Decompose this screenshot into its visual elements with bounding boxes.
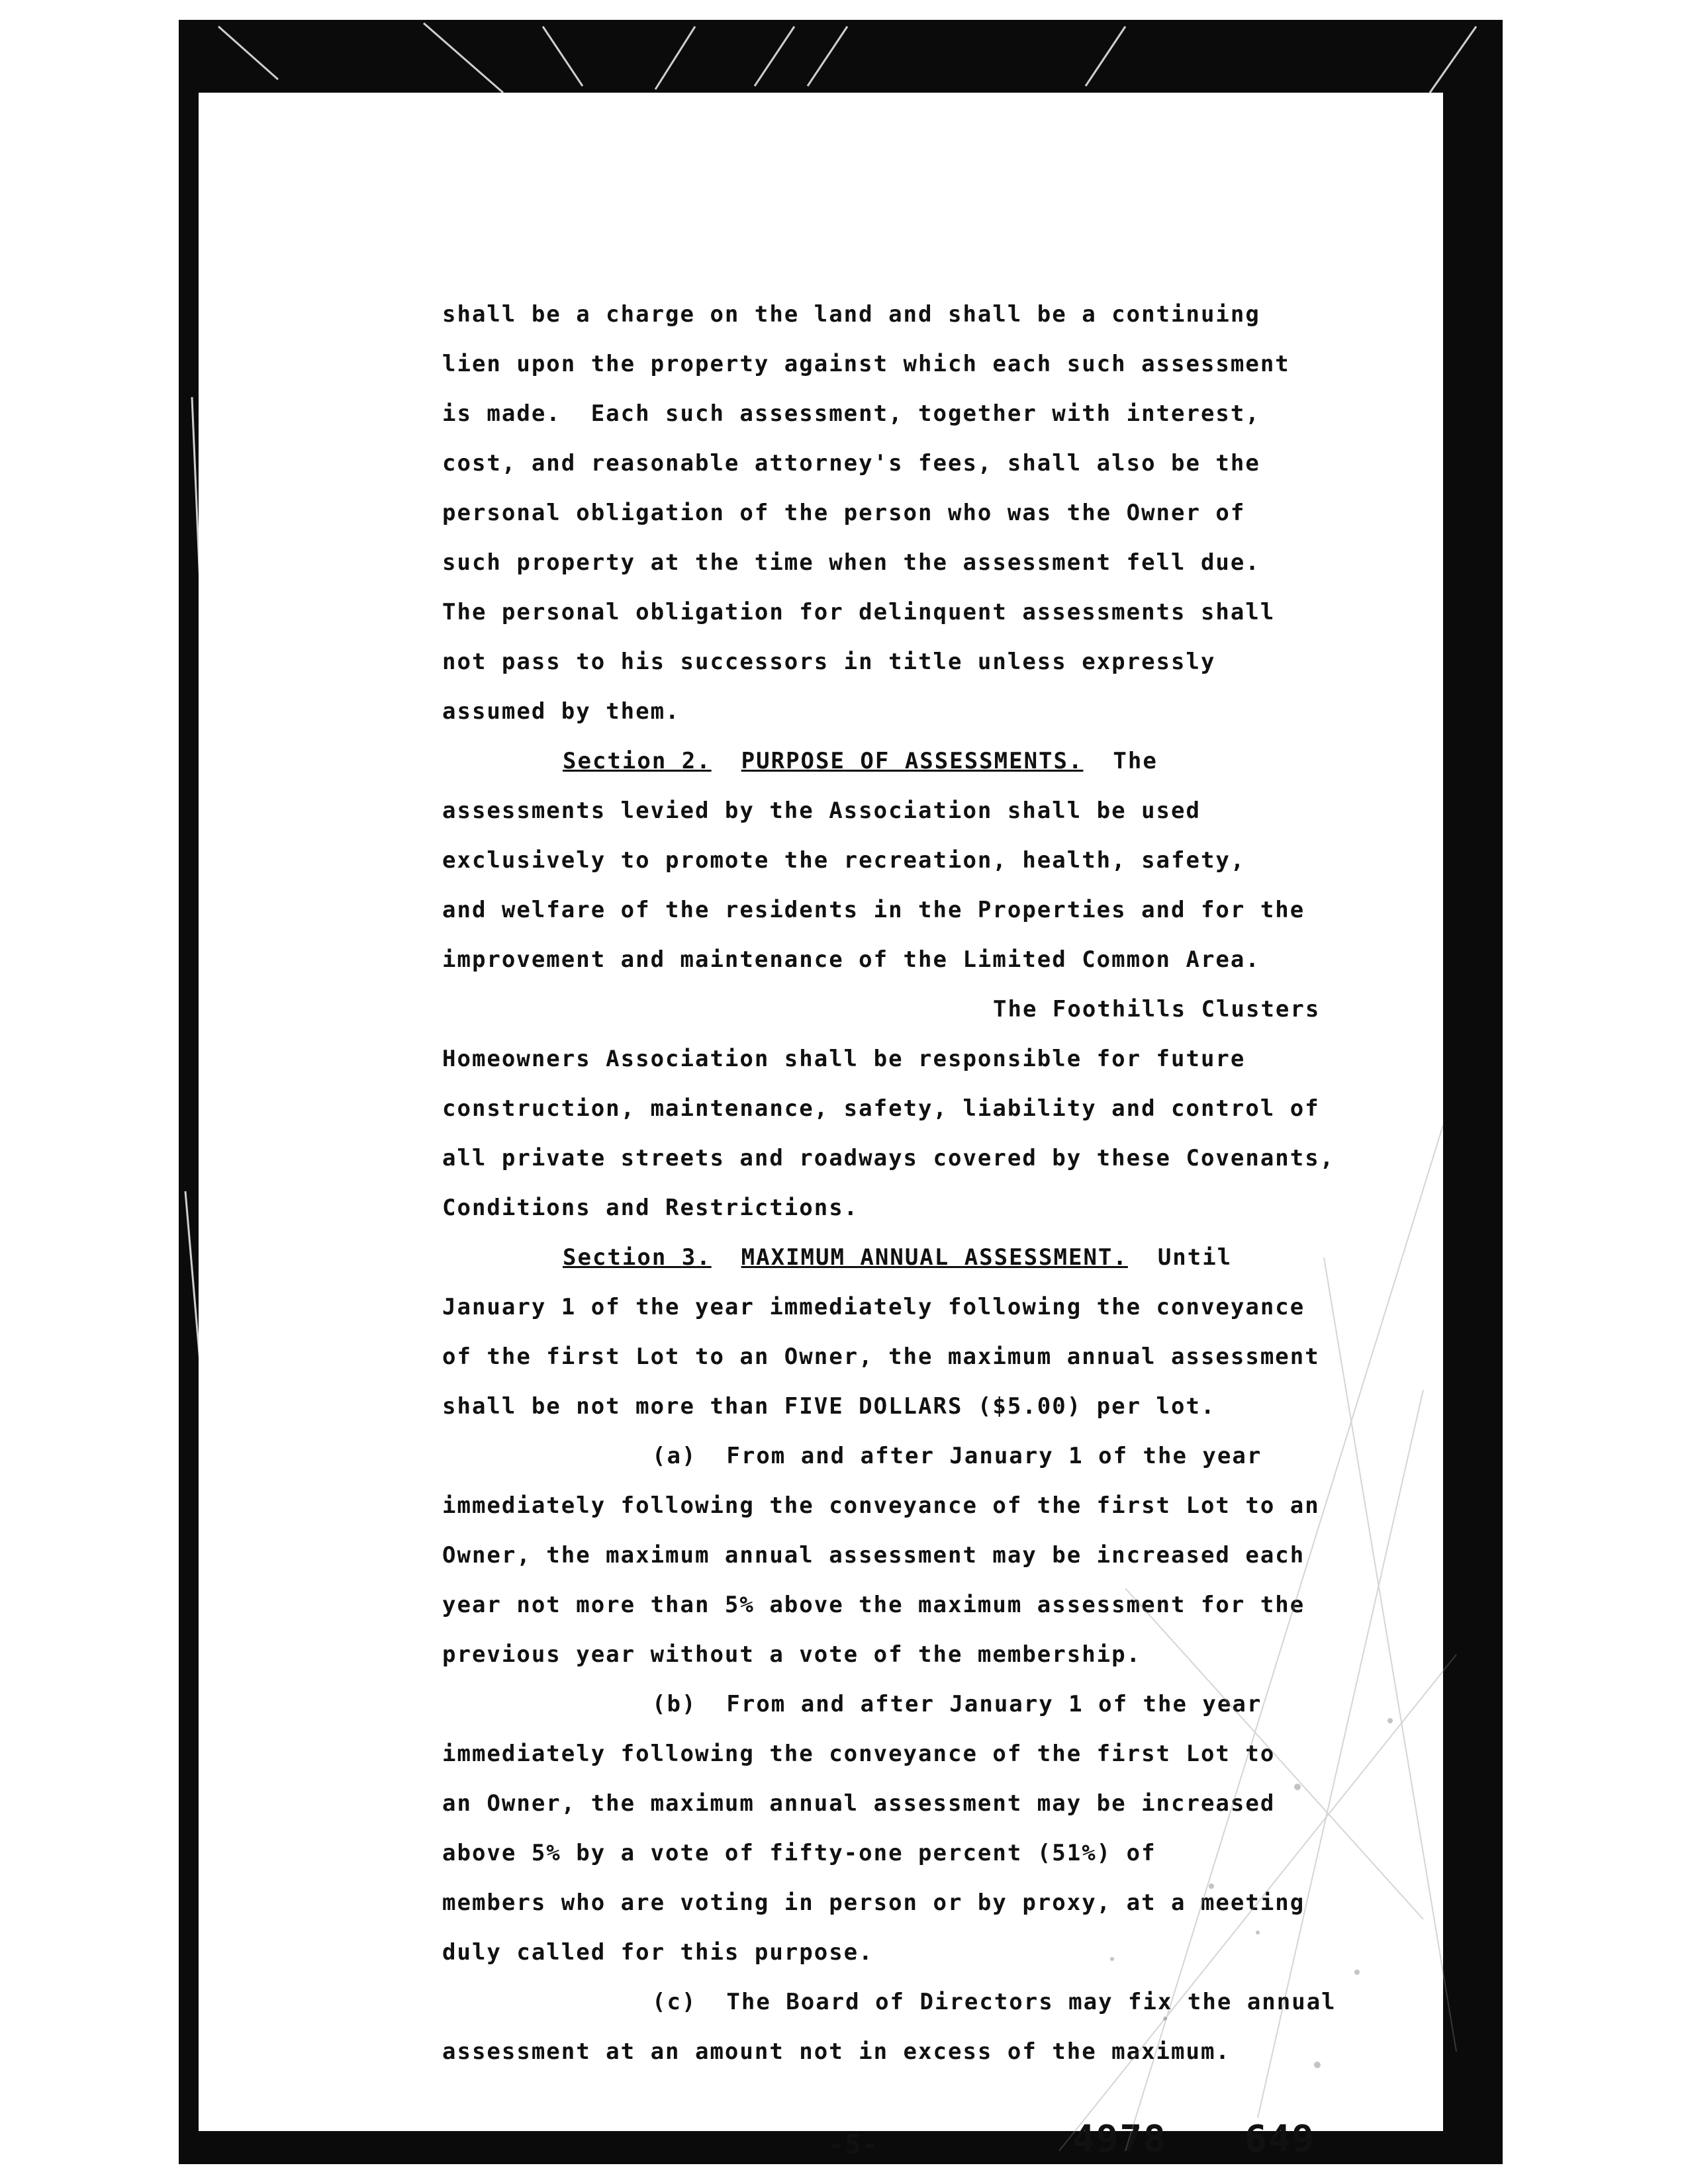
subsection-b-lead: From and after January 1 of the year bbox=[726, 1691, 1262, 1717]
text-line: of the first Lot to an Owner, the maximum annual assessment bbox=[442, 1343, 1320, 1370]
text-line: cost, and reasonable attorney's fees, shall also be the bbox=[442, 450, 1260, 477]
text-line: The personal obligation for delinquent assessments shall bbox=[442, 599, 1276, 625]
text-line: above 5% by a vote of fifty-one percent (51%) of bbox=[442, 1840, 1156, 1866]
text-line: Homeowners Association shall be responsible for future bbox=[442, 1046, 1246, 1072]
text-line: assessment at an amount not in excess of the maximum. bbox=[442, 2038, 1231, 2065]
text-line: immediately following the conveyance of the first Lot to bbox=[442, 1741, 1276, 1767]
text-line: and welfare of the residents in the Properties and for the bbox=[442, 897, 1305, 923]
text-line: an Owner, the maximum annual assessment may be increased bbox=[442, 1790, 1276, 1817]
subsection-c-lead: The Board of Directors may fix the annual bbox=[726, 1989, 1336, 2015]
text-line: duly called for this purpose. bbox=[442, 1939, 874, 1966]
text-line: shall be a charge on the land and shall be a continuing bbox=[442, 301, 1260, 328]
text-line: such property at the time when the assessment fell due. bbox=[442, 549, 1260, 576]
text-line: assessments levied by the Association shall be used bbox=[442, 797, 1201, 824]
text-line: exclusively to promote the recreation, health, safety, bbox=[442, 847, 1246, 874]
section-3-lead: Until bbox=[1157, 1244, 1233, 1271]
subsection-c-marker: (c) bbox=[652, 1989, 697, 2015]
subsection-a-marker: (a) bbox=[652, 1443, 697, 1469]
text-line: Conditions and Restrictions. bbox=[442, 1195, 859, 1221]
section-2-heading bbox=[563, 748, 1158, 774]
text-line: not pass to his successors in title unless expressly bbox=[442, 649, 1216, 675]
subsection-c-heading bbox=[652, 1989, 1336, 2015]
text-line: shall be not more than FIVE DOLLARS ($5.00) per lot. bbox=[442, 1393, 1216, 1420]
text-line: year not more than 5% above the maximum assessment for the bbox=[442, 1592, 1305, 1618]
text-line: immediately following the conveyance of the first Lot to an bbox=[442, 1492, 1320, 1519]
text-line: lien upon the property against which each such assessment bbox=[442, 351, 1290, 377]
page-number: -5- bbox=[827, 2130, 880, 2160]
text-line: all private streets and roadways covered by these Covenants, bbox=[442, 1145, 1335, 1171]
section-2-label: Section 2. bbox=[563, 748, 712, 774]
text-line: The Foothills Clusters bbox=[993, 996, 1321, 1023]
section-2-title: PURPOSE OF ASSESSMENTS. bbox=[741, 748, 1084, 774]
text-line: improvement and maintenance of the Limited Common Area. bbox=[442, 946, 1260, 973]
text-line: construction, maintenance, safety, liability and control of bbox=[442, 1095, 1320, 1122]
section-2-lead: The bbox=[1113, 748, 1158, 774]
text-line: personal obligation of the person who was the Owner of bbox=[442, 500, 1246, 526]
text-line: previous year without a vote of the membership. bbox=[442, 1641, 1142, 1668]
text-line: members who are voting in person or by proxy, at a meeting bbox=[442, 1889, 1305, 1916]
page-reference: 649 bbox=[1244, 2118, 1316, 2161]
subsection-a-heading bbox=[652, 1443, 1262, 1469]
section-3-label: Section 3. bbox=[563, 1244, 712, 1271]
text-line: Owner, the maximum annual assessment may be increased each bbox=[442, 1542, 1305, 1569]
text-line: is made. Each such assessment, together with interest, bbox=[442, 400, 1260, 427]
section-3-title: MAXIMUM ANNUAL ASSESSMENT. bbox=[741, 1244, 1128, 1271]
text-line: assumed by them. bbox=[442, 698, 680, 725]
text-line: January 1 of the year immediately following the conveyance bbox=[442, 1294, 1305, 1320]
subsection-b-marker: (b) bbox=[652, 1691, 697, 1717]
section-3-heading bbox=[563, 1244, 1232, 1271]
subsection-a-lead: From and after January 1 of the year bbox=[726, 1443, 1262, 1469]
subsection-b-heading bbox=[652, 1691, 1262, 1717]
book-reference: 4978 bbox=[1072, 2118, 1167, 2161]
